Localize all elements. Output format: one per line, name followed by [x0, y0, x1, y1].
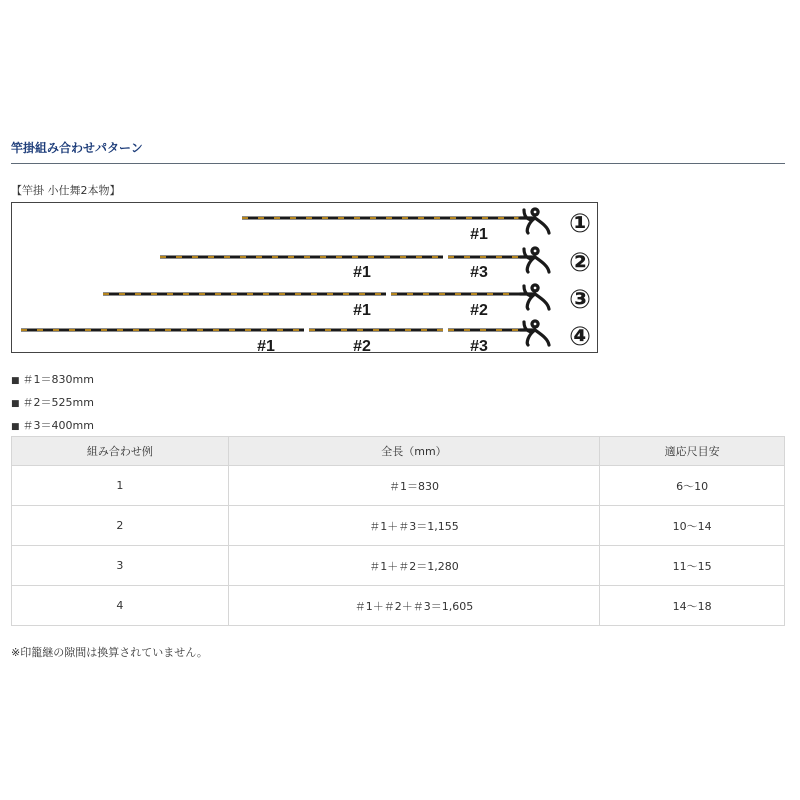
table-row [12, 546, 785, 586]
table-cell: ＃1＋＃2＝1,280 [228, 546, 600, 586]
spec-line-1 [11, 371, 94, 387]
bullet-square-icon: ■ [11, 376, 20, 386]
rod-holder-hook-icon [520, 321, 549, 345]
segment-label: #1 [257, 338, 275, 354]
segment-label: #1 [470, 226, 488, 243]
diagram-row-4 [21, 321, 591, 354]
segment-label: #2 [353, 338, 371, 354]
spec-text: ＃1＝830mm [22, 373, 94, 386]
diagram-caption: 【竿掛 小仕舞2本物】 [11, 184, 121, 197]
spec-line-2 [11, 394, 94, 410]
rod-holder-hook-icon [520, 209, 549, 233]
table-row [12, 586, 785, 626]
table-cell: 3 [12, 546, 229, 586]
segment-label: #3 [470, 338, 488, 354]
table-row [12, 466, 785, 506]
table-cell: 2 [12, 506, 229, 546]
diagram-row-2 [160, 248, 591, 281]
bullet-square-icon: ■ [11, 422, 20, 432]
table-cell: ＃1＋＃3＝1,155 [228, 506, 600, 546]
rod-diagram-svg [12, 203, 599, 354]
table-cell: 1 [12, 466, 229, 506]
spec-text: ＃3＝400mm [22, 419, 94, 432]
pattern-number: ① [568, 209, 592, 239]
table-cell: ＃1＋＃2＋＃3＝1,605 [228, 586, 600, 626]
segment-label: #2 [470, 302, 488, 319]
table-header-row [12, 437, 785, 466]
table-cell: ＃1＝830 [228, 466, 600, 506]
diagram-row-1 [242, 209, 591, 243]
diagram-row-3 [103, 285, 591, 319]
table-cell: 14〜18 [600, 586, 785, 626]
rod-holder-hook-icon [520, 285, 549, 309]
table-cell: 11〜15 [600, 546, 785, 586]
rod-holder-hook-icon [520, 248, 549, 272]
column-header: 適応尺目安 [600, 437, 785, 466]
bullet-square-icon: ■ [11, 399, 20, 409]
column-header: 全長（mm） [228, 437, 600, 466]
footnote: ※印籠継の隙間は換算されていません。 [11, 646, 208, 659]
spec-text: ＃2＝525mm [22, 396, 94, 409]
segment-label: #1 [353, 264, 371, 281]
pattern-number: ④ [568, 322, 592, 352]
pattern-number: ② [568, 248, 592, 278]
table-cell: 6〜10 [600, 466, 785, 506]
pattern-number: ③ [568, 285, 592, 315]
rod-combination-diagram [11, 202, 598, 353]
table-cell: 4 [12, 586, 229, 626]
section-divider [11, 163, 785, 164]
section-title: 竿掛組み合わせパターン [11, 141, 143, 155]
table-row [12, 506, 785, 546]
column-header: 組み合わせ例 [12, 437, 229, 466]
combination-table [11, 436, 785, 626]
table-cell: 10〜14 [600, 506, 785, 546]
spec-line-3 [11, 417, 94, 433]
segment-label: #1 [353, 302, 371, 319]
segment-label: #3 [470, 264, 488, 281]
